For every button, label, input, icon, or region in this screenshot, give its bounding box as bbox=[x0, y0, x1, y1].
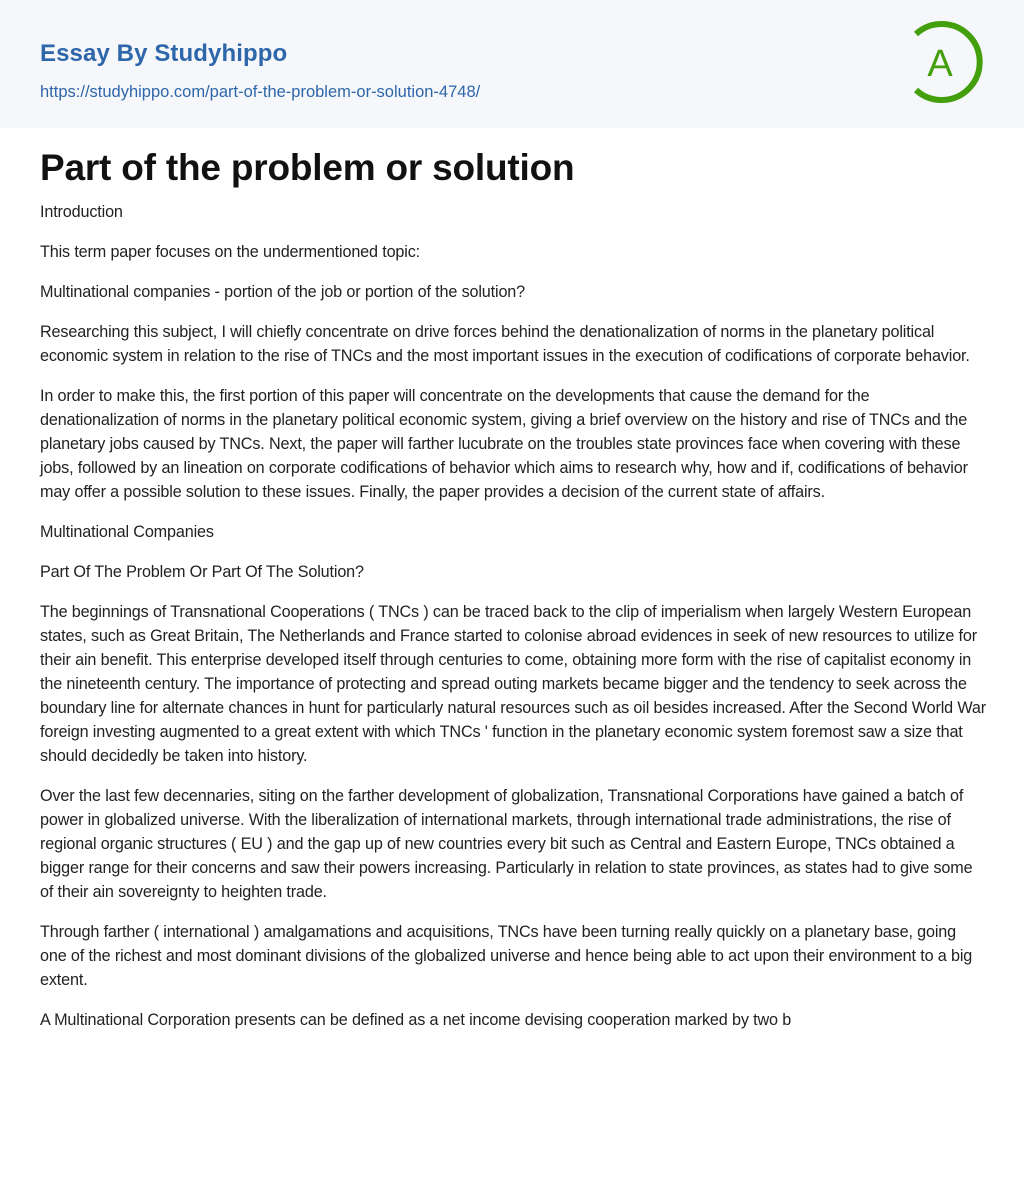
brand-title[interactable]: Essay By Studyhippo bbox=[40, 40, 288, 67]
paragraph-section-heading: Multinational Companies bbox=[40, 523, 214, 541]
paragraph-intro-heading: Introduction bbox=[40, 203, 123, 221]
paragraph: In order to make this, the first portion of this paper will concentrate on the developments that cause the demand for the denationalization of norms in the planetary political economic system, giving a brief overview on the history and rise of TNCs and the planetary jobs caused by TNCs. Next, the paper will farther lucubrate on the troubles state provinces face when covering with these jobs, followed by an lineation on corporate codifications of behavior which aims to research why, how and if, codifications of behavior may offer a possible solution to these issues. Finally, the paper provides a decision of the current state of affairs. bbox=[40, 387, 968, 501]
paragraph: This term paper focuses on the undermentioned topic: bbox=[40, 243, 421, 261]
logo-letter: A bbox=[927, 43, 953, 85]
article-body bbox=[40, 200, 986, 1048]
paragraph-section-subheading: Part Of The Problem Or Part Of The Solution? bbox=[40, 563, 364, 581]
paragraph: Through farther ( international ) amalgamations and acquisitions, TNCs have been turning really quickly on a planetary base, going one of the richest and most dominant divisions of the globalized universe and hence being able to act upon their environment to a big extent. bbox=[40, 923, 973, 989]
paragraph: Over the last few decennaries, siting on the farther development of globalization, Transnational Corporations have gained a batch of power in globalized universe. With the liberalization of international markets, through international trade administrations, the rise of regional organic structures ( EU ) and the gap up of new countries every bit such as Central and Eastern Europe, TNCs obtained a bigger range for their concerns and saw their powers increasing. Particularly in relation to state provinces, as states had to give some of their ain sovereignty to heighten trade. bbox=[40, 787, 973, 901]
paragraph: The beginnings of Transnational Cooperations ( TNCs ) can be traced back to the clip of imperialism when largely Western European states, such as Great Britain, The Netherlands and France started to colonise abroad evidences in seek of new resources to utilize for their ain benefit. This enterprise developed itself through centuries to come, obtaining more form with the rise of capitalist economy in the nineteenth century. The importance of protecting and spread outing markets became bigger and the tendency to seek across the boundary line for alternate chances in hunt for particularly natural resources such as oil besides increased. After the Second World War foreign investing augmented to a great extent with which TNCs ' function in the planetary economic system foremost saw a size that should decidedly be taken into history. bbox=[40, 603, 986, 765]
paragraph-truncated: A Multinational Corporation presents can be defined as a net income devising cooperation marked by two b bbox=[40, 1011, 792, 1029]
studyhippo-logo-icon[interactable] bbox=[908, 18, 988, 106]
page-title: Part of the problem or solution bbox=[40, 147, 575, 188]
paragraph: Multinational companies - portion of the job or portion of the solution? bbox=[40, 283, 526, 301]
paragraph: Researching this subject, I will chiefly concentrate on drive forces behind the denationalization of norms in the planetary political economic system in relation to the rise of TNCs and the most important issues in the execution of codifications of corporate behavior. bbox=[40, 323, 970, 365]
article-url-link[interactable]: https://studyhippo.com/part-of-the-problem-or-solution-4748/ bbox=[40, 83, 481, 101]
